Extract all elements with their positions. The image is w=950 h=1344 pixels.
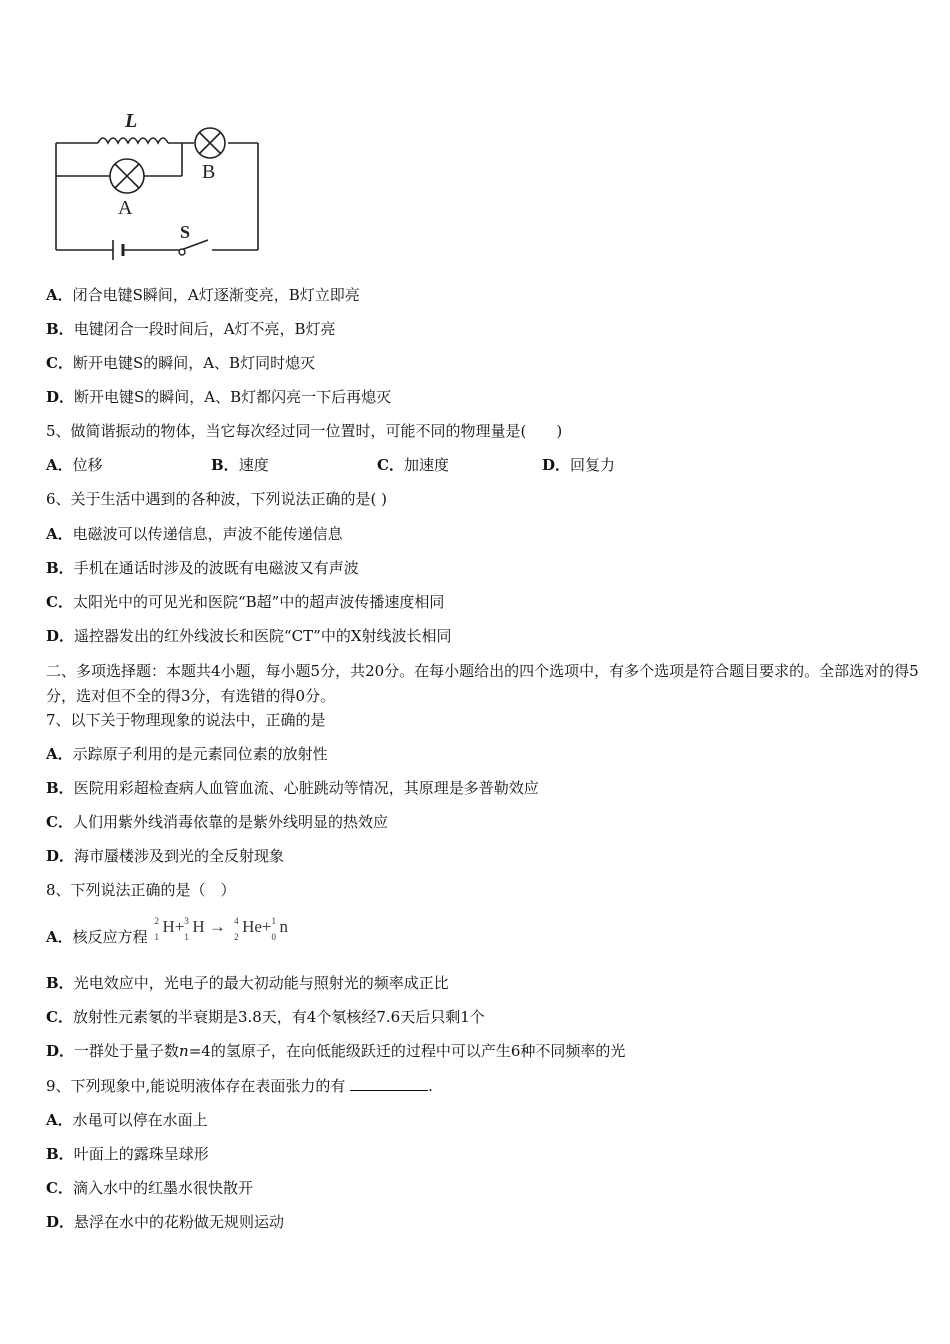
q6-option-b: B．手机在通话时涉及的波既有电磁波又有声波 <box>46 559 359 577</box>
answer-blank[interactable] <box>350 1076 428 1091</box>
q5-options <box>46 455 746 475</box>
battery-icon <box>113 240 123 260</box>
q6-option-a: A．电磁波可以传递信息，声波不能传递信息 <box>46 525 343 543</box>
switch-label: S <box>180 222 191 242</box>
q6-stem: 6、关于生活中遇到的各种波，下列说法正确的是( ) <box>46 490 388 508</box>
circuit-diagram <box>46 100 276 265</box>
lamp-b-label: B <box>202 161 216 183</box>
nuclear-reaction-formula: 2 1 H+ 3 1 H → 4 2 He+ 1 0 n <box>154 916 289 942</box>
q8-option-c: C．放射性元素氡的半衰期是3.8天，有4个氡核经7.6天后只剩1个 <box>46 1008 485 1026</box>
lamp-b-icon <box>195 128 225 158</box>
q4-option-b: B．电键闭合一段时间后，A灯不亮，B灯亮 <box>46 320 336 338</box>
q6-option-c: C．太阳光中的可见光和医院“B超”中的超声波传播速度相同 <box>46 593 445 611</box>
q8-option-a: A．核反应方程 2 1 H+ 3 1 H → 4 2 He+ 1 0 n <box>46 916 289 946</box>
q5-option-b: B．速度 <box>211 456 269 474</box>
section-2-instructions: 二、多项选择题：本题共4小题，每小题5分，共20分。在每小题给出的四个选项中，有多个选项是符合题目要求的。全部选对的得5分，选对但不全的得3分，有选错的得0分。 <box>46 662 919 705</box>
q7-option-a: A．示踪原子利用的是元素同位素的放射性 <box>46 745 328 763</box>
q8-stem: 8、下列说法正确的是（ ） <box>46 881 236 899</box>
q9-option-c: C．滴入水中的红墨水很快散开 <box>46 1179 253 1197</box>
q4-option-d: D．断开电键S的瞬间，A、B灯都闪亮一下后再熄灭 <box>46 388 392 406</box>
q9-stem: 9、下列现象中,能说明液体存在表面张力的有 . <box>46 1077 433 1095</box>
inductor-label: L <box>125 110 138 132</box>
lamp-a-icon <box>110 159 144 193</box>
q8-option-d: D．一群处于量子数n=4的氢原子，在向低能级跃迁的过程中可以产生6种不同频率的光 <box>46 1042 626 1060</box>
q7-option-b: B．医院用彩超检查病人血管血流、心脏跳动等情况，其原理是多普勒效应 <box>46 779 539 797</box>
q8-option-b: B．光电效应中，光电子的最大初动能与照射光的频率成正比 <box>46 974 449 992</box>
q5-option-c: C．加速度 <box>377 456 449 474</box>
q7-option-c: C．人们用紫外线消毒依靠的是紫外线明显的热效应 <box>46 813 388 831</box>
q9-option-a: A．水黾可以停在水面上 <box>46 1111 208 1129</box>
q6-option-d: D．遥控器发出的红外线波长和医院“CT”中的X射线波长相同 <box>46 627 452 645</box>
q4-option-a: A．闭合电键S瞬间，A灯逐渐变亮，B灯立即亮 <box>46 286 360 304</box>
q4-option-c: C．断开电键S的瞬间，A、B灯同时熄灭 <box>46 354 316 372</box>
q7-stem: 7、以下关于物理现象的说法中，正确的是 <box>46 711 326 729</box>
switch-pivot <box>179 249 185 255</box>
q5-option-d: D．回复力 <box>542 456 616 474</box>
q9-option-d: D．悬浮在水中的花粉做无规则运动 <box>46 1213 285 1231</box>
q9-option-b: B．叶面上的露珠呈球形 <box>46 1145 209 1163</box>
q5-option-a: A．位移 <box>46 456 103 474</box>
q5-stem: 5、做简谐振动的物体，当它每次经过同一位置时，可能不同的物理量是( ) <box>46 422 563 440</box>
inductor-coil <box>98 138 168 143</box>
q7-option-d: D．海市蜃楼涉及到光的全反射现象 <box>46 847 285 865</box>
lamp-a-label: A <box>118 197 133 219</box>
